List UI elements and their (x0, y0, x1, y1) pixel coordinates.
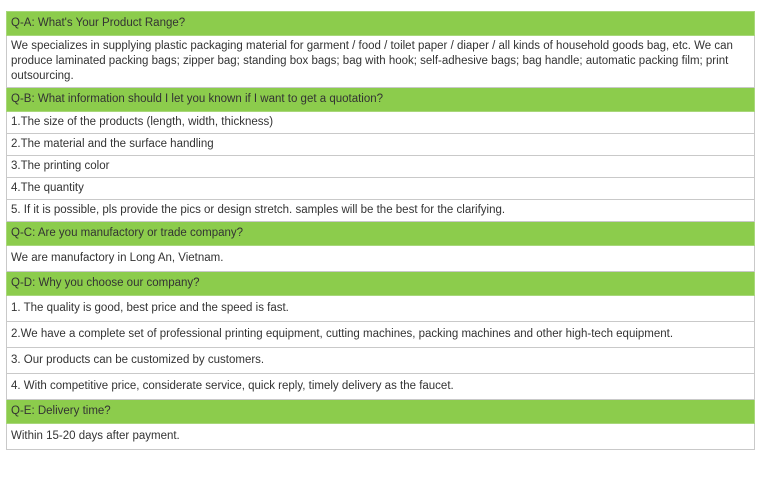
faq-answer-row (7, 348, 755, 374)
faq-answer-row (7, 296, 755, 322)
answer-d-4: 4. With competitive price, considerate service, quick reply, timely delivery as the faucet. (7, 374, 755, 400)
answer-b-5: 5. If it is possible, pls provide the pics or design stretch. samples will be the best for the clarifying. (7, 200, 755, 222)
answer-d-1: 1. The quality is good, best price and the speed is fast. (7, 296, 755, 322)
question-e: Q-E: Delivery time? (7, 400, 755, 424)
faq-question-row (7, 272, 755, 296)
faq-answer-row (7, 134, 755, 156)
faq-answer-row (7, 374, 755, 400)
faq-question-row (7, 222, 755, 246)
faq-question-row (7, 12, 755, 36)
answer-d-3: 3. Our products can be customized by customers. (7, 348, 755, 374)
faq-question-row (7, 400, 755, 424)
faq-answer-row (7, 156, 755, 178)
question-a: Q-A: What's Your Product Range? (7, 12, 755, 36)
faq-answer-row (7, 424, 755, 450)
faq-answer-row (7, 246, 755, 272)
faq-answer-row (7, 322, 755, 348)
answer-c: We are manufactory in Long An, Vietnam. (7, 246, 755, 272)
faq-question-row (7, 88, 755, 112)
answer-a: We specializes in supplying plastic packaging material for garment / food / toilet paper / diaper / all kinds of household goods bag, etc. We can produce laminated packing bags; zipper bag; standing box bags; bag with hook; self-adhesive bags; bag handle; automatic packing film; print outsourcing. (7, 36, 755, 88)
question-c: Q-C: Are you manufactory or trade company? (7, 222, 755, 246)
faq-answer-row (7, 200, 755, 222)
answer-b-1: 1.The size of the products (length, width, thickness) (7, 112, 755, 134)
answer-b-2: 2.The material and the surface handling (7, 134, 755, 156)
answer-e: Within 15-20 days after payment. (7, 424, 755, 450)
faq-table (6, 11, 755, 450)
answer-d-2: 2.We have a complete set of professional printing equipment, cutting machines, packing machines and other high-tech equipment. (7, 322, 755, 348)
answer-b-4: 4.The quantity (7, 178, 755, 200)
faq-answer-row (7, 36, 755, 88)
question-d: Q-D: Why you choose our company? (7, 272, 755, 296)
question-b: Q-B: What information should I let you known if I want to get a quotation? (7, 88, 755, 112)
faq-answer-row (7, 112, 755, 134)
faq-answer-row (7, 178, 755, 200)
answer-b-3: 3.The printing color (7, 156, 755, 178)
